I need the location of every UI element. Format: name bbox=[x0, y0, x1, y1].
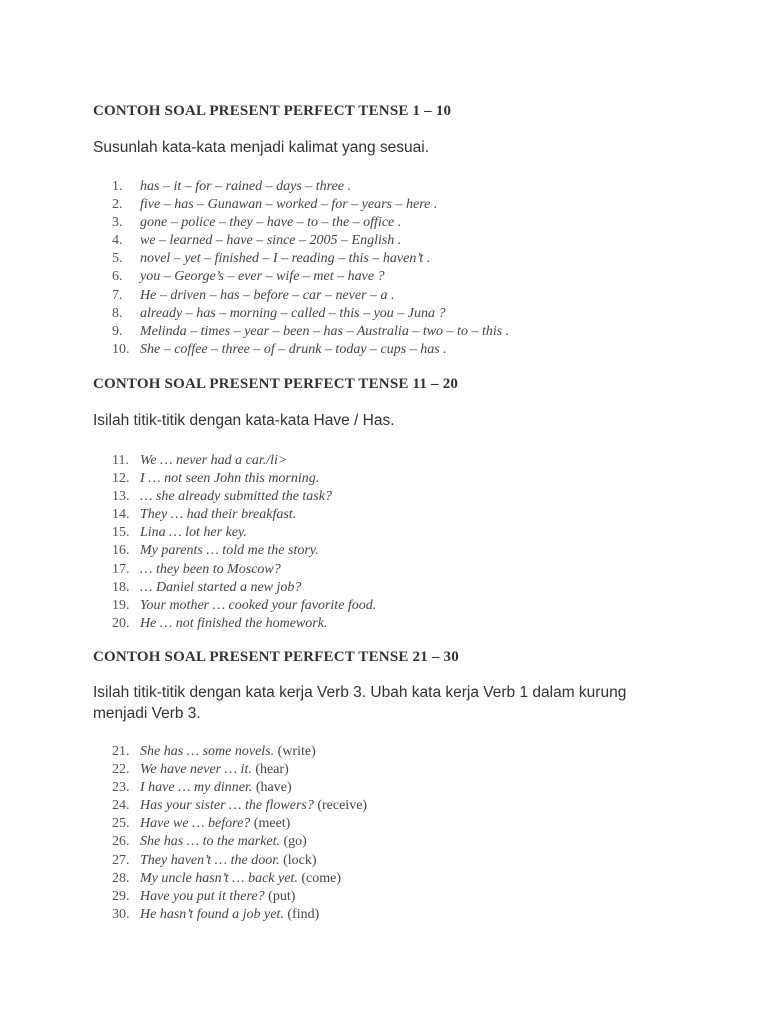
section-instruction: Susunlah kata-kata menjadi kalimat yang sesuai. bbox=[93, 139, 430, 156]
item-number: 28. bbox=[112, 870, 130, 886]
item-hint: (have) bbox=[252, 780, 292, 796]
item-number: 3. bbox=[112, 215, 123, 231]
item-number: 15. bbox=[112, 525, 130, 541]
list-item bbox=[0, 323, 509, 341]
list-item bbox=[0, 452, 376, 470]
item-number: 24. bbox=[112, 798, 130, 814]
list-item bbox=[0, 888, 367, 906]
item-text: … Daniel started a new job? bbox=[140, 579, 302, 595]
item-hint: (come) bbox=[297, 870, 341, 886]
exercise-list bbox=[0, 178, 509, 359]
item-number: 14. bbox=[112, 507, 130, 523]
list-item bbox=[0, 797, 367, 815]
item-number: 6. bbox=[112, 269, 123, 285]
list-item bbox=[0, 906, 367, 924]
list-item bbox=[0, 488, 376, 506]
item-text: five – has – Gunawan – worked – for – years – here . bbox=[140, 197, 438, 213]
item-text: gone – police – they – have – to – the – office . bbox=[140, 215, 402, 231]
section-instruction: Isilah titik-titik dengan kata kerja Verb 3. Ubah kata kerja Verb 1 dalam kurung menjadi Verb 3. bbox=[93, 684, 627, 722]
item-text: Have you put it there? bbox=[140, 888, 265, 904]
item-number: 7. bbox=[112, 287, 123, 303]
item-text: I … not seen John this morning. bbox=[140, 471, 320, 487]
list-item bbox=[0, 579, 376, 597]
item-number: 10. bbox=[112, 341, 130, 357]
list-item bbox=[0, 561, 376, 579]
item-text: We have never … it. bbox=[140, 762, 252, 778]
item-text: She – coffee – three – of – drunk – today – cups – has . bbox=[140, 341, 447, 357]
item-number: 23. bbox=[112, 780, 130, 796]
list-item bbox=[0, 743, 367, 761]
item-number: 8. bbox=[112, 305, 123, 321]
item-number: 9. bbox=[112, 323, 123, 339]
section-heading: CONTOH SOAL PRESENT PERFECT TENSE 11 – 20 bbox=[93, 376, 459, 392]
item-number: 16. bbox=[112, 543, 130, 559]
item-text: They … had their breakfast. bbox=[140, 507, 297, 523]
item-text: She has … some novels. bbox=[140, 744, 275, 759]
exercise-list bbox=[0, 452, 376, 633]
list-item bbox=[0, 597, 376, 615]
item-number: 27. bbox=[112, 852, 130, 868]
item-number: 30. bbox=[112, 906, 130, 922]
list-item bbox=[0, 268, 509, 286]
item-text: novel – yet – finished – I – reading – this – haven’t . bbox=[140, 251, 431, 267]
item-text: My parents … told me the story. bbox=[140, 543, 319, 559]
item-text: Has your sister … the flowers? bbox=[140, 798, 314, 814]
section-instruction: Isilah titik-titik dengan kata-kata Have / Has. bbox=[93, 412, 395, 429]
item-number: 2. bbox=[112, 197, 123, 213]
item-text: … she already submitted the task? bbox=[140, 489, 332, 505]
list-item bbox=[0, 506, 376, 524]
item-text: you – George’s – ever – wife – met – have ? bbox=[140, 269, 385, 285]
item-number: 5. bbox=[112, 251, 123, 267]
item-hint: (put) bbox=[264, 888, 296, 904]
item-text: I have … my dinner. bbox=[140, 780, 253, 796]
item-text: has – it – for – rained – days – three . bbox=[140, 179, 352, 194]
item-text: We … never had a car./li> bbox=[140, 453, 288, 468]
item-text: already – has – morning – called – this – you – Juna ? bbox=[140, 305, 446, 321]
item-number: 13. bbox=[112, 489, 130, 505]
item-hint: (receive) bbox=[313, 798, 368, 814]
item-number: 11. bbox=[112, 453, 129, 468]
item-text: Have we … before? bbox=[140, 816, 251, 832]
item-text: He hasn’t found a job yet. bbox=[140, 906, 284, 922]
list-item bbox=[0, 524, 376, 542]
item-number: 18. bbox=[112, 579, 130, 595]
list-item bbox=[0, 542, 376, 560]
item-number: 12. bbox=[112, 471, 130, 487]
item-text: Melinda – times – year – been – has – Australia – two – to – this . bbox=[140, 323, 510, 339]
item-text: She has … to the market. bbox=[140, 834, 280, 850]
item-text: we – learned – have – since – 2005 – English . bbox=[140, 233, 402, 249]
section-heading: CONTOH SOAL PRESENT PERFECT TENSE 21 – 30 bbox=[93, 649, 459, 665]
item-number: 17. bbox=[112, 561, 130, 577]
item-number: 21. bbox=[112, 744, 130, 759]
list-item bbox=[0, 833, 367, 851]
item-text: … they been to Moscow? bbox=[140, 561, 281, 577]
item-number: 29. bbox=[112, 888, 130, 904]
list-item bbox=[0, 214, 509, 232]
list-item bbox=[0, 287, 509, 305]
item-text: He – driven – has – before – car – never – a . bbox=[140, 287, 395, 303]
item-number: 1. bbox=[112, 179, 123, 194]
item-hint: (find) bbox=[283, 906, 320, 922]
list-item bbox=[0, 761, 367, 779]
item-hint: (lock) bbox=[279, 852, 317, 868]
item-number: 25. bbox=[112, 816, 130, 832]
list-item bbox=[0, 196, 509, 214]
section-heading: CONTOH SOAL PRESENT PERFECT TENSE 1 – 10 bbox=[93, 103, 452, 119]
item-hint: (write) bbox=[274, 744, 316, 759]
list-item bbox=[0, 615, 376, 633]
item-hint: (hear) bbox=[251, 762, 289, 778]
item-text: Lina … lot her key. bbox=[140, 525, 247, 541]
list-item bbox=[0, 870, 367, 888]
item-number: 20. bbox=[112, 615, 130, 631]
list-item bbox=[0, 470, 376, 488]
list-item bbox=[0, 305, 509, 323]
list-item bbox=[0, 815, 367, 833]
item-number: 26. bbox=[112, 834, 130, 850]
list-item bbox=[0, 779, 367, 797]
item-number: 19. bbox=[112, 597, 130, 613]
item-hint: (go) bbox=[279, 834, 307, 850]
item-number: 4. bbox=[112, 233, 123, 249]
list-item bbox=[0, 250, 509, 268]
item-text: He … not finished the homework. bbox=[140, 615, 328, 631]
item-text: Your mother … cooked your favorite food. bbox=[140, 597, 377, 613]
item-number: 22. bbox=[112, 762, 130, 778]
item-text: They haven’t … the door. bbox=[140, 852, 280, 868]
list-item bbox=[0, 852, 367, 870]
list-item bbox=[0, 341, 509, 359]
exercise-list bbox=[0, 743, 367, 924]
item-text: My uncle hasn’t … back yet. bbox=[140, 870, 298, 886]
item-hint: (meet) bbox=[250, 816, 291, 832]
list-item bbox=[0, 178, 509, 196]
list-item bbox=[0, 232, 509, 250]
